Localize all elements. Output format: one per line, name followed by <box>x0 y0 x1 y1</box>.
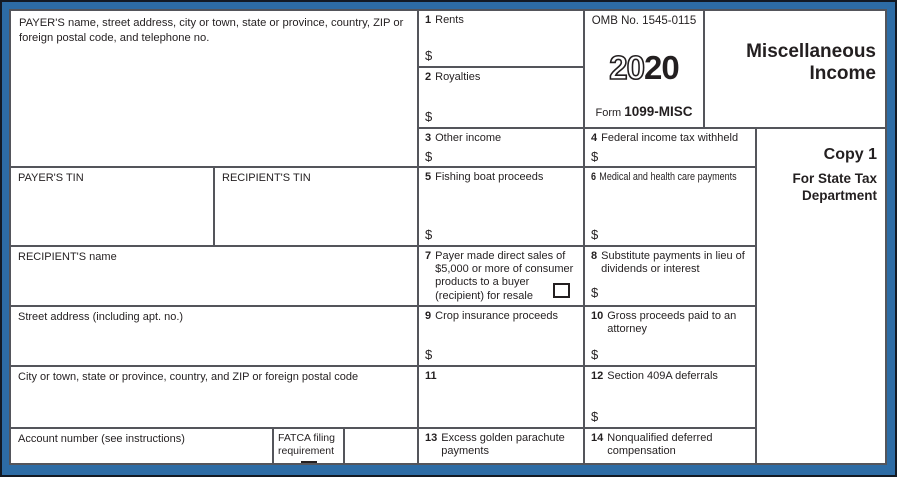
payer-info-field[interactable] <box>11 11 417 166</box>
box-number: 11 <box>425 370 437 382</box>
box-number: 4 <box>591 132 598 144</box>
box-10-gross-proceeds-field[interactable] <box>583 305 755 365</box>
dollar-sign: $ <box>591 347 599 363</box>
account-number-label: Account number (see instructions) <box>18 433 185 445</box>
dollar-sign: $ <box>591 285 599 301</box>
box-12-409a-deferrals-field[interactable] <box>583 365 755 427</box>
box-number: 3 <box>425 132 432 144</box>
box-8-substitute-payments-field[interactable] <box>583 245 755 305</box>
box-number: 7 <box>425 250 432 262</box>
box-label: Medical and health care payments <box>599 171 737 183</box>
fatca-cell <box>272 427 343 463</box>
box-number: 6 <box>591 171 597 183</box>
recipient-name-field[interactable] <box>11 245 417 305</box>
copy-number: Copy 1 <box>823 146 877 163</box>
box-number: 1 <box>425 14 432 26</box>
dollar-sign: $ <box>425 347 433 363</box>
box-label: Payer made direct sales of $5,000 or more of consumer products to a buyer (recipient) for resale <box>435 250 574 302</box>
street-address-field[interactable] <box>11 305 417 365</box>
city-state-zip-field[interactable] <box>11 365 417 427</box>
box-number: 8 <box>591 250 598 262</box>
box-label: Nonqualified deferred compensation <box>607 432 713 458</box>
dollar-sign: $ <box>425 227 433 243</box>
box-label: Substitute payments in lieu of dividends or interest <box>601 250 745 276</box>
dollar-sign: $ <box>591 409 599 425</box>
box-number: 10 <box>591 310 604 322</box>
box-label: Other income <box>435 132 502 144</box>
box-number: 14 <box>591 432 604 444</box>
box-11-field[interactable] <box>417 365 583 427</box>
box-number: 5 <box>425 171 432 183</box>
box-2-royalties-field[interactable] <box>417 66 583 127</box>
payer-tin-field[interactable] <box>11 166 213 245</box>
box-3-other-income-field[interactable] <box>417 127 583 166</box>
box-number: 2 <box>425 71 432 83</box>
street-address-label: Street address (including apt. no.) <box>18 311 184 323</box>
box-label: Excess golden parachute payments <box>441 432 565 458</box>
recipient-name-label: RECIPIENT'S name <box>18 251 117 263</box>
box-label: Crop insurance proceeds <box>435 310 559 322</box>
dollar-sign: $ <box>591 149 599 165</box>
copy-recipient: For State Tax Department <box>792 171 877 204</box>
omb-number: OMB No. 1545-0115 <box>591 15 697 27</box>
box-14-nonqualified-comp-field[interactable] <box>583 427 755 463</box>
dollar-sign: $ <box>591 227 599 243</box>
copy-designation-cell <box>755 127 885 463</box>
box-number: 12 <box>591 370 604 382</box>
direct-sales-checkbox[interactable] <box>553 283 570 298</box>
fatca-checkbox[interactable] <box>301 461 317 463</box>
box-1-rents-field[interactable] <box>417 11 583 66</box>
dollar-sign: $ <box>425 109 433 125</box>
form-title: Miscellaneous Income <box>703 11 885 127</box>
box-9-crop-insurance-field[interactable] <box>417 305 583 365</box>
form-1099-misc <box>9 9 887 465</box>
box-13-golden-parachute-field[interactable] <box>417 427 583 463</box>
box-label: Gross proceeds paid to an attorney <box>607 310 737 336</box>
box-label: Royalties <box>435 71 481 83</box>
box-number: 9 <box>425 310 432 322</box>
fatca-label: FATCA filing requirement <box>278 432 335 458</box>
box-5-fishing-boat-field[interactable] <box>417 166 583 245</box>
payer-info-label: PAYER'S name, street address, city or town, state or province, country, ZIP or foreign postal code, and telephone no. <box>19 17 404 44</box>
box-label: Section 409A deferrals <box>607 370 718 382</box>
recipient-tin-field[interactable] <box>213 166 417 245</box>
tax-year: 2020 <box>609 48 679 86</box>
empty-cell <box>343 427 417 463</box>
recipient-tin-label: RECIPIENT'S TIN <box>222 172 311 184</box>
box-4-fed-tax-withheld-field[interactable] <box>583 127 755 166</box>
box-number: 13 <box>425 432 438 444</box>
dollar-sign: $ <box>425 149 433 165</box>
box-7-direct-sales-cell <box>417 245 583 305</box>
dollar-sign: $ <box>425 48 433 64</box>
box-6-medical-payments-field[interactable] <box>583 166 755 245</box>
box-label: Rents <box>435 14 464 26</box>
payer-tin-label: PAYER'S TIN <box>18 172 84 184</box>
account-number-field[interactable] <box>11 427 272 463</box>
omb-year-cell <box>583 11 703 127</box>
city-state-zip-label: City or town, state or province, country, and ZIP or foreign postal code <box>18 371 359 383</box>
box-label: Fishing boat proceeds <box>435 171 544 183</box>
box-label: Federal income tax withheld <box>601 132 739 144</box>
form-number: Form 1099-MISC <box>595 103 693 119</box>
